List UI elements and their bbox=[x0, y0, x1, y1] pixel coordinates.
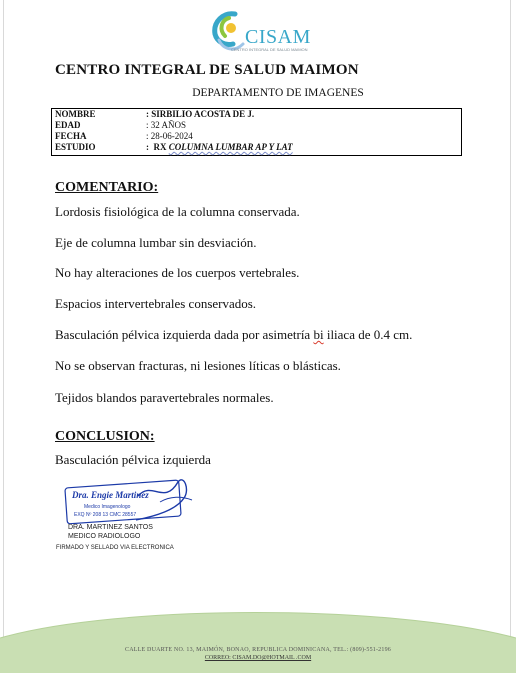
comment-line: Lordosis fisiológica de la columna conservada. bbox=[55, 204, 300, 219]
value-edad: : 32 AÑOS bbox=[146, 120, 187, 130]
conclusion-text: Basculación pélvica izquierda bbox=[55, 452, 211, 467]
department-title: DEPARTAMENTO DE IMAGENES bbox=[192, 87, 364, 99]
comment-line: No hay alteraciones de los cuerpos vertebrales. bbox=[55, 265, 300, 280]
signature-stamp bbox=[60, 476, 200, 524]
comment-line-part: iliaca de 0.4 cm. bbox=[323, 327, 413, 342]
electronic-signature-note: FIRMADO Y SELLADO VIA ELECTRONICA bbox=[56, 545, 174, 551]
doctor-block bbox=[68, 523, 153, 541]
value-fecha: : 28-06-2024 bbox=[146, 131, 193, 141]
label-estudio: ESTUDIO bbox=[55, 142, 96, 152]
study-name: COLUMNA LUMBAR AP Y LAT bbox=[168, 142, 293, 152]
label-edad: EDAD bbox=[55, 120, 81, 130]
logo-brand: CISAM bbox=[245, 26, 311, 48]
comment-line-part: Basculación pélvica izquierda dada por asimetría bbox=[55, 327, 314, 342]
doctor-name: DRA. MARTINEZ SANTOS bbox=[68, 524, 153, 531]
comment-line: Eje de columna lumbar sin desviación. bbox=[55, 235, 257, 250]
label-nombre: NOMBRE bbox=[55, 109, 96, 119]
value-estudio bbox=[146, 142, 293, 153]
comment-line bbox=[55, 327, 412, 343]
cisam-logo bbox=[205, 10, 325, 58]
comment-line: Tejidos blandos paravertebrales normales. bbox=[55, 390, 274, 405]
footer-wave bbox=[0, 600, 516, 673]
signature-stamp-line2: EXQ Nº 208 13 CMC 28557 bbox=[74, 512, 137, 518]
institution-title: CENTRO INTEGRAL DE SALUD MAIMON bbox=[55, 62, 359, 78]
comment-line: Espacios intervertebrales conservados. bbox=[55, 296, 257, 311]
footer-address: CALLE DUARTE NO. 13, MAIMÓN, BONAO, REPUBLICA DOMINICANA, TEL.: (809)-551-2196 bbox=[125, 647, 391, 653]
study-prefix: : RX bbox=[146, 142, 169, 152]
comment-heading: COMENTARIO: bbox=[55, 180, 159, 195]
comment-line: No se observan fracturas, ni lesiones líticas o blásticas. bbox=[55, 358, 341, 373]
label-fecha: FECHA bbox=[55, 131, 87, 141]
value-nombre: : SIRBILIO ACOSTA DE J. bbox=[146, 109, 255, 119]
signature-stamp-line1: Medico Imagenologo bbox=[84, 504, 131, 510]
signature-handwritten-name: Dra. Engie Martinez bbox=[72, 490, 149, 500]
footer-email: CORREO: CISAM.DO@HOTMAIL .COM bbox=[204, 655, 312, 661]
conclusion-heading: CONCLUSION: bbox=[55, 429, 155, 444]
spelling-flagged-word: bi bbox=[313, 327, 324, 342]
doctor-title: MEDICO RADIOLOGO bbox=[68, 533, 141, 540]
patient-info-box bbox=[51, 108, 462, 156]
logo-tagline: CENTRO INTEGRAL DE SALUD MAIMON bbox=[231, 47, 308, 52]
